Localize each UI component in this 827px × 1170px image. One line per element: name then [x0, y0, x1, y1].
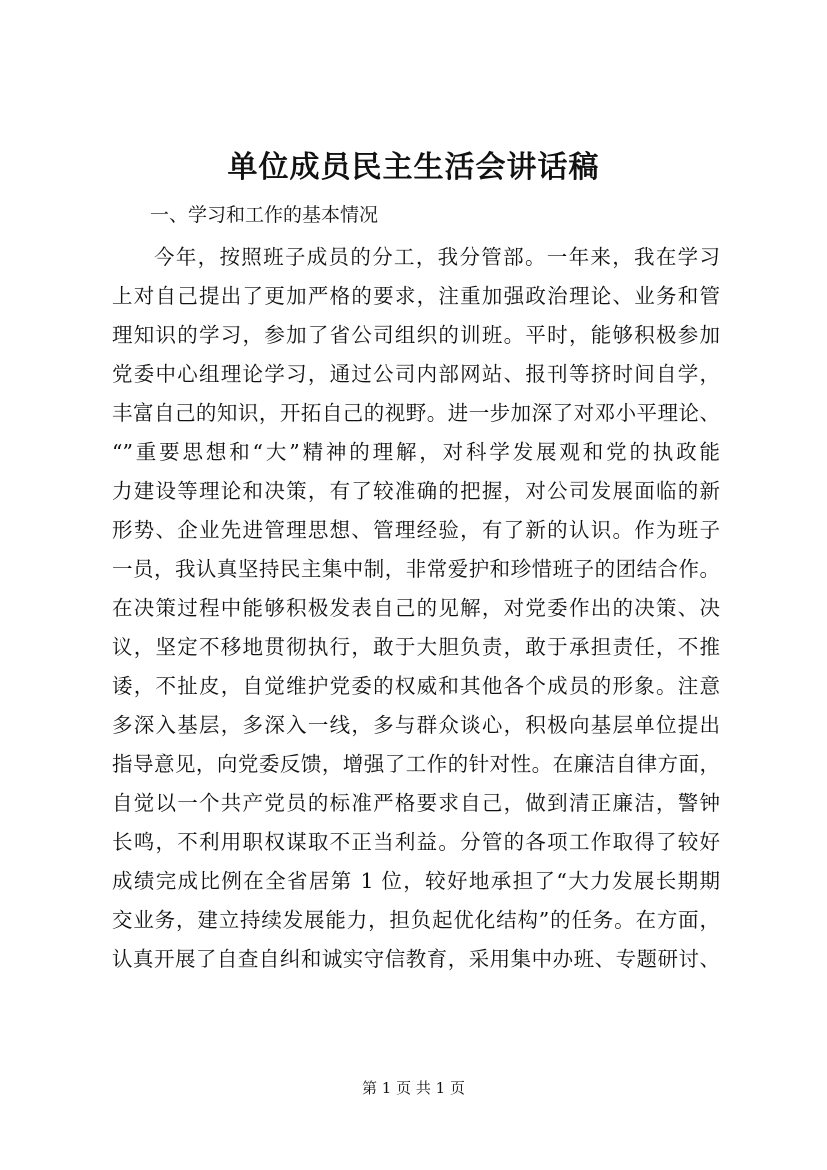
paragraph-line: 一员，我认真坚持民主集中制，非常爱护和珍惜班子的团结合作。	[112, 557, 720, 581]
paragraph-line: 在决策过程中能够积极发表自己的见解，对党委作出的决策、决	[112, 596, 720, 620]
paragraph-line: 理知识的学习，参加了省公司组织的训班。平时，能够积极参加	[112, 323, 720, 347]
paragraph-line: 认真开展了自查自纠和诚实守信教育，采用集中办班、专题研讨、	[112, 947, 720, 971]
paragraph-line: 党委中心组理论学习，通过公司内部网站、报刊等挤时间自学，	[112, 362, 720, 386]
paragraph-line: 多深入基层，多深入一线，多与群众谈心，积极向基层单位提出	[112, 713, 720, 737]
paragraph-line: 诿，不扯皮，自觉维护党委的权威和其他各个成员的形象。注意	[112, 674, 720, 698]
paragraph-line: 丰富自己的知识，开拓自己的视野。进一步加深了对邓小平理论、	[112, 401, 720, 425]
paragraph-line: 议，坚定不移地贯彻执行，敢于大胆负责，敢于承担责任，不推	[112, 635, 720, 659]
paragraph-line: 交业务，建立持续发展能力，担负起优化结构”的任务。在方面，	[112, 908, 720, 932]
paragraph-line: “”重要思想和“大”精神的理解，对科学发展观和党的执政能	[112, 440, 720, 464]
section-heading: 一、学习和工作的基本情况	[150, 204, 379, 226]
paragraph-line: 指导意见，向党委反馈，增强了工作的针对性。在廉洁自律方面，	[112, 752, 720, 776]
paragraph	[112, 238, 720, 979]
document-title: 单位成员民主生活会讲话稿	[227, 150, 600, 185]
paragraph-line: 力建设等理论和决策，有了较准确的把握，对公司发展面临的新	[112, 479, 720, 503]
paragraph-line: 长鸣，不利用职权谋取不正当利益。分管的各项工作取得了较好	[112, 830, 720, 854]
paragraph-line: 形势、企业先进管理思想、管理经验，有了新的认识。作为班子	[112, 518, 720, 542]
paragraph-line: 上对自己提出了更加严格的要求，注重加强政治理论、业务和管	[112, 284, 720, 308]
paragraph-line: 今年，按照班子成员的分工，我分管部。一年来，我在学习	[154, 245, 720, 269]
page-footer: 第 1 页 共 1 页	[362, 1079, 465, 1097]
paragraph-line: 自觉以一个共产党员的标准严格要求自己，做到清正廉洁，警钟	[112, 791, 720, 815]
paragraph-line: 成绩完成比例在全省居第 1 位，较好地承担了“大力发展长期期	[112, 869, 720, 893]
